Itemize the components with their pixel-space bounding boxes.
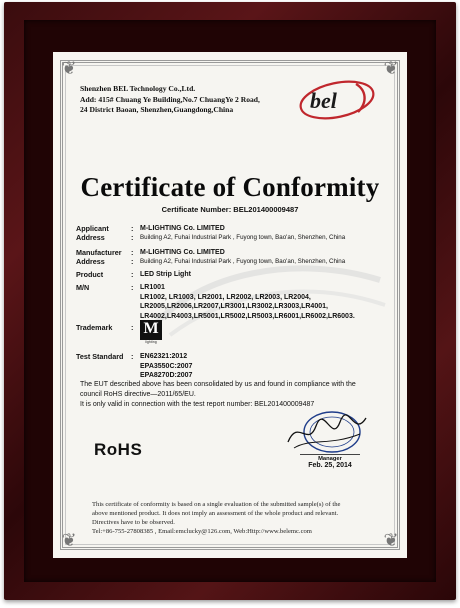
bel-logo (296, 76, 378, 122)
colon: : (131, 352, 134, 361)
signature-date: Feb. 25, 2014 (308, 462, 352, 469)
disclaimer-line: Directives have to be observed. (92, 519, 175, 526)
disclaimer-line: This certificate of conformity is based on a single evaluation of the submitted sample(s) of the (92, 501, 341, 508)
corner-ornament-icon: ❦ (61, 530, 77, 551)
disclaimer (92, 500, 382, 527)
product-value: LED Strip Light (140, 271, 191, 278)
mn-label: M/N (76, 283, 90, 292)
logo-text: bel (310, 88, 337, 113)
standard-item: EN62321:2012 (140, 353, 188, 360)
signature-role: Manager (300, 454, 360, 462)
model-line: LR2005,LR2006,LR2007,LR3001,LR3002,LR3003,LR4001, (140, 303, 328, 311)
model-numbers (140, 283, 386, 321)
statement-line: The EUT described above has been consolidated by us and found in compliance with the (80, 381, 356, 388)
applicant-address: Building A2, Fuhai Industrial Park , Fuyong town, Bao'an, Shenzhen, China (140, 234, 346, 241)
issuer-address-line2: 24 District Baoan, Shenzhen,Guangdong,China (80, 105, 234, 114)
test-standards (140, 352, 192, 381)
manufacturer-name: M-LIGHTING Co. LIMITED (140, 249, 225, 256)
corner-ornament-icon: ❦ (61, 58, 77, 79)
manufacturer-address-label: Address (76, 257, 105, 266)
rohs-mark: RoHS (94, 440, 143, 459)
colon: : (131, 323, 134, 332)
trademark-label: Trademark (76, 323, 113, 332)
issuer-block (80, 84, 260, 116)
colon: : (131, 224, 134, 233)
corner-ornament-icon: ❦ (383, 58, 399, 79)
contact-info: Tel:+86-755-27808385 , Email:emclucky@126.com, Web:Http://www.belemc.com (92, 528, 312, 535)
applicant-label: Applicant (76, 224, 109, 233)
compliance-statement (80, 380, 390, 409)
disclaimer-line: above mentioned product. It does not imply an assessment of the whole product and relevant. (92, 510, 339, 517)
colon: : (131, 248, 134, 257)
applicant-address-label: Address (76, 233, 105, 242)
standard-item: EPA3550C:2007 (140, 362, 193, 370)
manufacturer-address: Building A2, Fuhai Industrial Park , Fuyong town, Bao'an, Shenzhen, China (140, 258, 346, 265)
colon: : (131, 270, 134, 279)
model-line: LR4002,LR4003,LR5001,LR5002,LR5003,LR6001,LR6002,LR6003. (140, 312, 355, 320)
applicant-name: M-LIGHTING Co. LIMITED (140, 225, 225, 232)
statement-line: council RoHS directive—2011/65/EU. (80, 390, 196, 398)
colon: : (131, 257, 134, 266)
model-line: LR1001 (140, 284, 165, 291)
trademark-logo: M (140, 320, 162, 340)
issuer-address-line1: Add: 415# Chuang Ye Building,No.7 ChuangYe 2 Road, (80, 94, 260, 104)
test-standard-label: Test Standard (76, 352, 124, 361)
corner-ornament-icon: ❦ (383, 530, 399, 551)
statement-line: It is only valid in connection with the test report number: BEL201400009487 (80, 400, 315, 408)
trademark-subtext: lighting (145, 340, 157, 344)
model-line: LR1002, LR1003, LR2001, LR2002, LR2003, LR2004, (140, 293, 311, 301)
certificate-number: Certificate Number: BEL201400009487 (161, 205, 299, 214)
issuer-name: Shenzhen BEL Technology Co.,Ltd. (80, 84, 196, 93)
colon: : (131, 283, 134, 292)
signature-stamp (280, 408, 370, 460)
colon: : (131, 233, 134, 242)
manufacturer-label: Manufacturer (76, 248, 122, 257)
standard-item: EPA8270D:2007 (140, 372, 193, 380)
certificate-title: Certificate of Conformity (80, 172, 380, 202)
product-label: Product (76, 270, 104, 279)
